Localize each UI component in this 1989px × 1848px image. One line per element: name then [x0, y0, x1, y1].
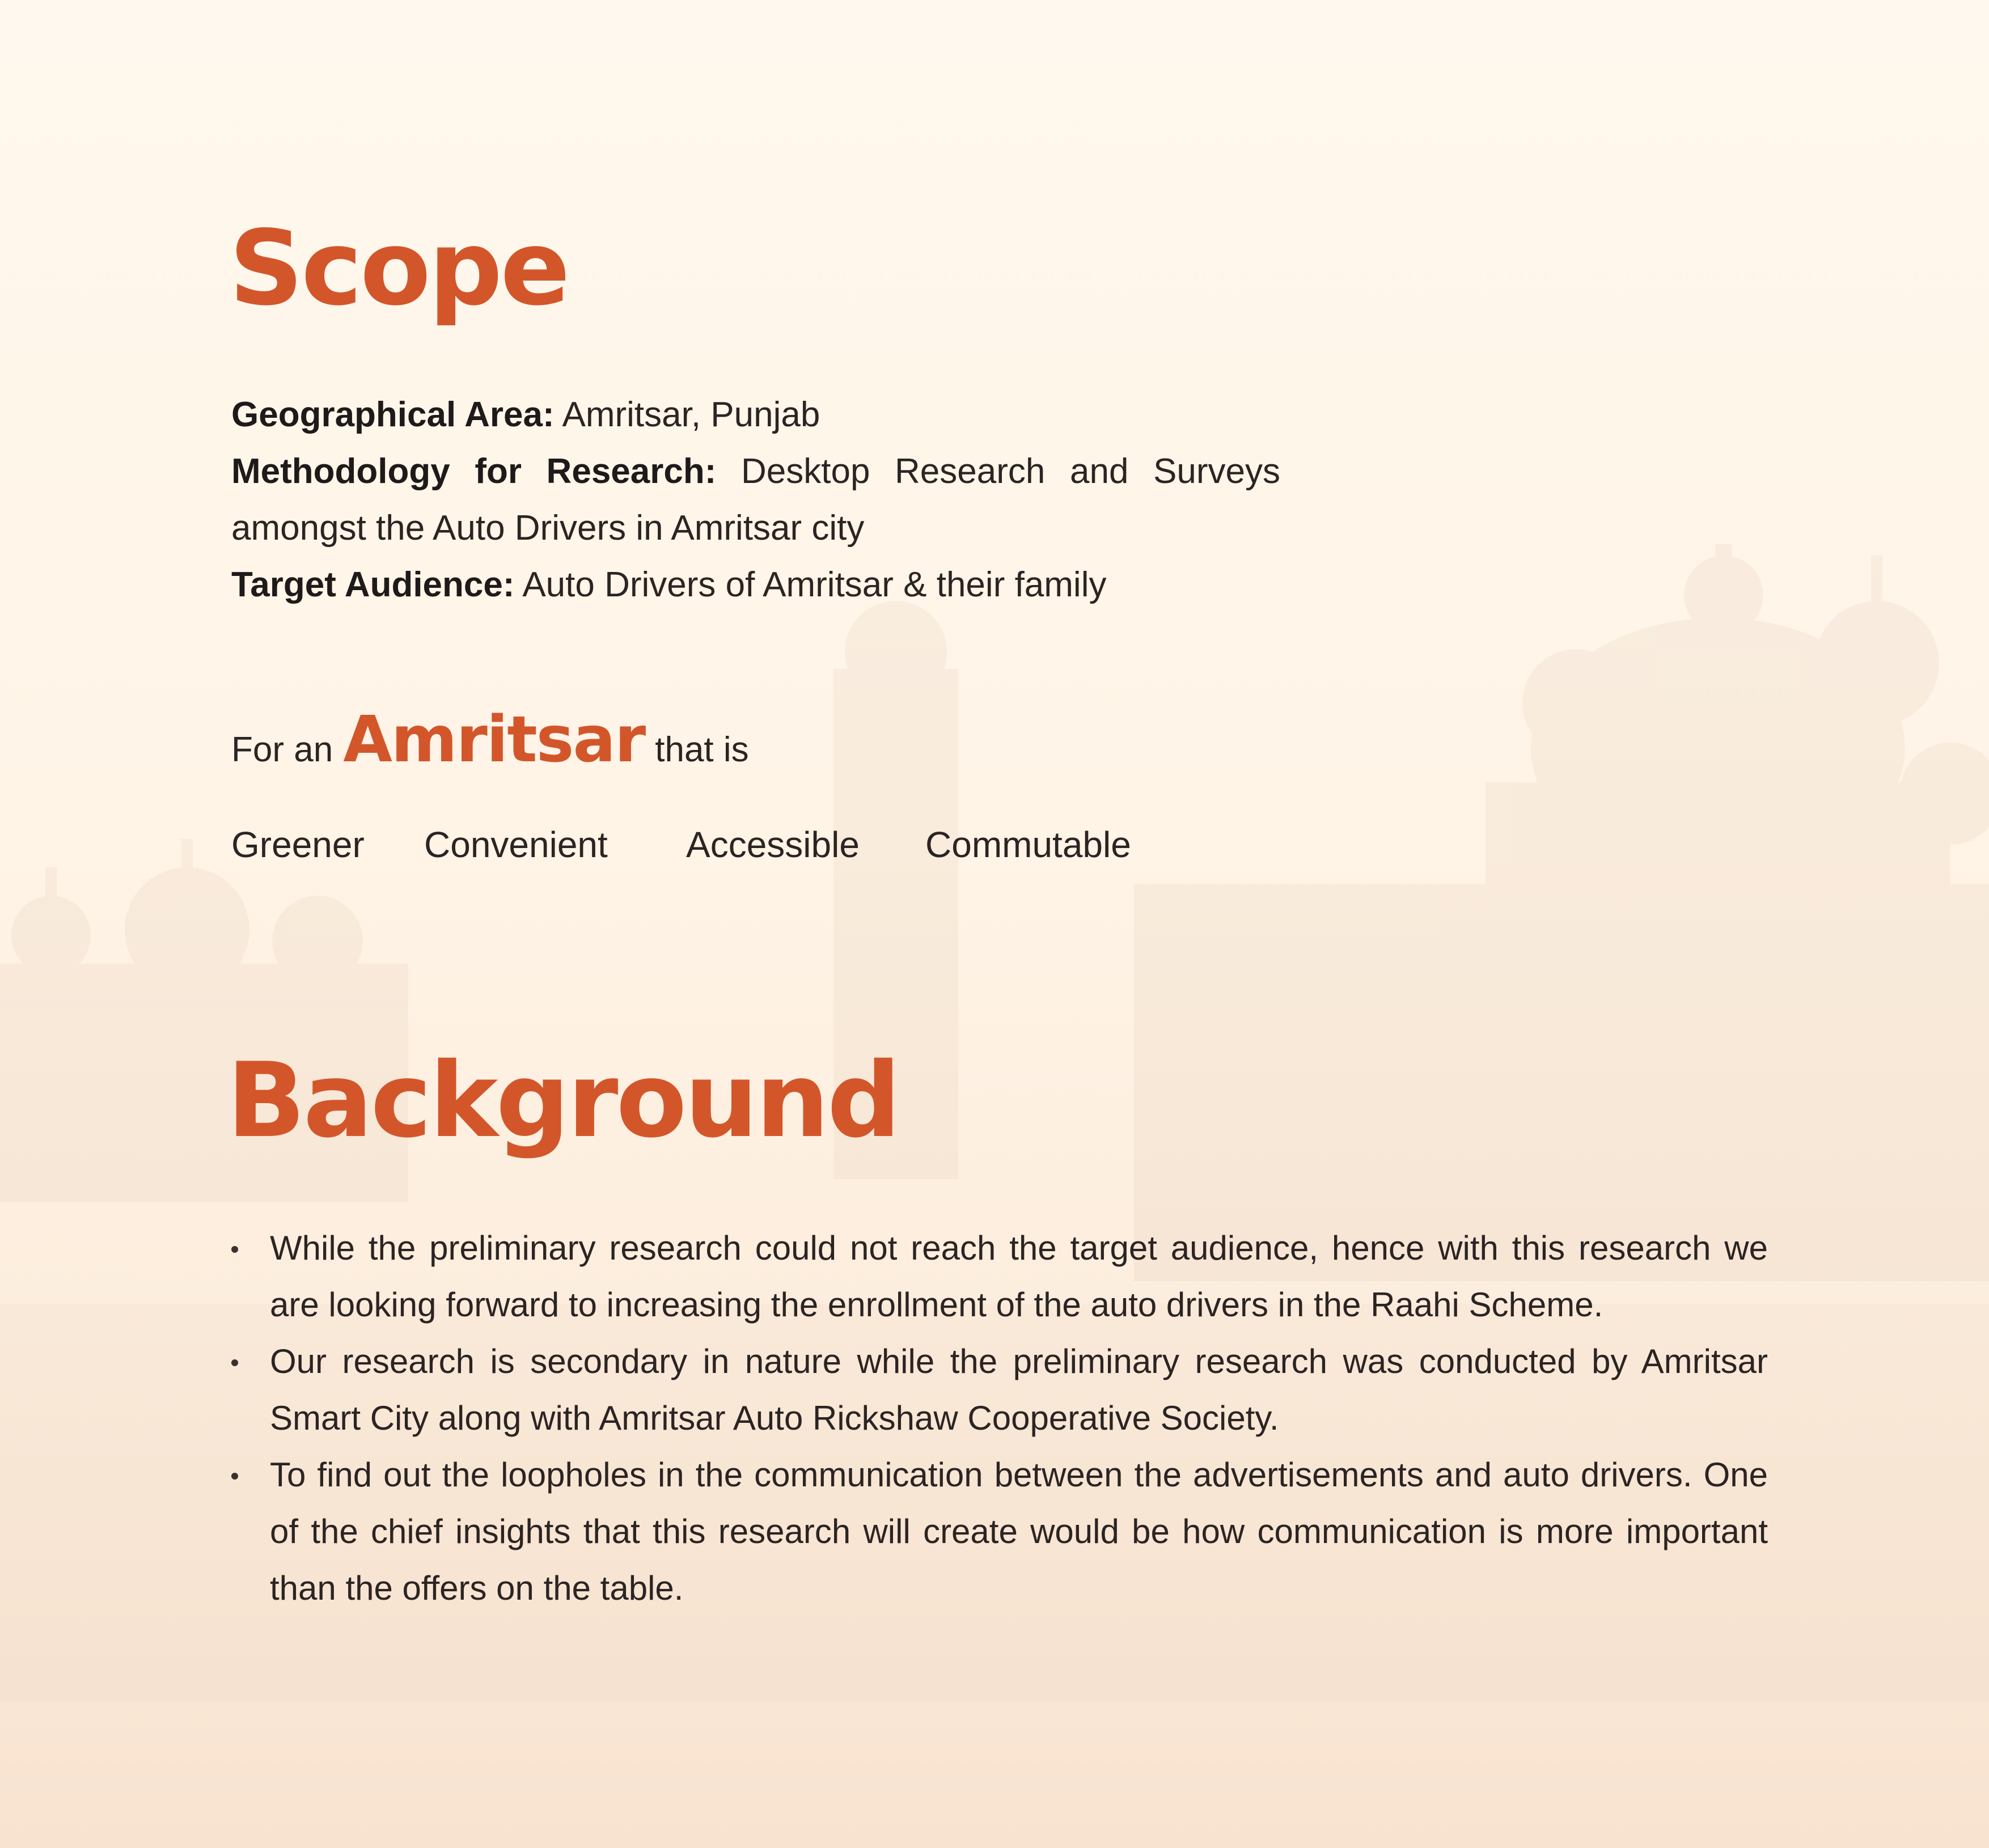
background-heading: Background — [227, 1040, 899, 1160]
bullet-text: To find out the loopholes in the communication between the advertisements and auto drivers. One of the chief insights that this research will create would be how communication is more important than the offers on the table. — [270, 1456, 1768, 1607]
attribute-greener: Greener — [231, 824, 365, 865]
geographical-area-line — [231, 387, 1280, 443]
attribute-convenient: Convenient — [424, 824, 608, 865]
tagline-suffix: that is — [655, 730, 749, 769]
target-audience-label: Target Audience: — [231, 565, 515, 604]
bullet-text: Our research is secondary in nature while the preliminary research was conducted by Amritsar Smart City along with Amritsar Auto Rickshaw Cooperative Society. — [270, 1342, 1768, 1437]
bullet-text: While the preliminary research could not reach the target audience, hence with this research we are looking forward to increasing the enrollment of the auto drivers in the Raahi Scheme. — [270, 1229, 1768, 1324]
scope-details — [231, 387, 1280, 613]
list-item — [231, 1220, 1768, 1333]
background-bullet-list — [231, 1220, 1768, 1617]
list-item — [231, 1447, 1768, 1617]
methodology-value: Desktop Research and Surveys amongst the Auto Drivers in Amritsar city — [231, 452, 1280, 548]
tagline-city: Amritsar — [343, 703, 645, 777]
bullet-icon — [231, 1246, 238, 1253]
target-audience-line — [231, 557, 1280, 613]
target-audience-value: Auto Drivers of Amritsar & their family — [514, 565, 1107, 604]
bullet-icon — [231, 1359, 238, 1366]
attribute-commutable: Commutable — [925, 824, 1131, 865]
geographical-area-label: Geographical Area: — [231, 395, 555, 434]
methodology-label: Methodology for Research: — [231, 452, 717, 491]
tagline-prefix: For an — [231, 730, 333, 769]
geographical-area-value: Amritsar, Punjab — [554, 395, 820, 434]
scope-heading: Scope — [229, 208, 568, 328]
bullet-icon — [231, 1473, 238, 1480]
methodology-line — [231, 443, 1280, 557]
list-item — [231, 1333, 1768, 1447]
tagline — [231, 703, 749, 777]
attribute-accessible: Accessible — [686, 824, 860, 865]
